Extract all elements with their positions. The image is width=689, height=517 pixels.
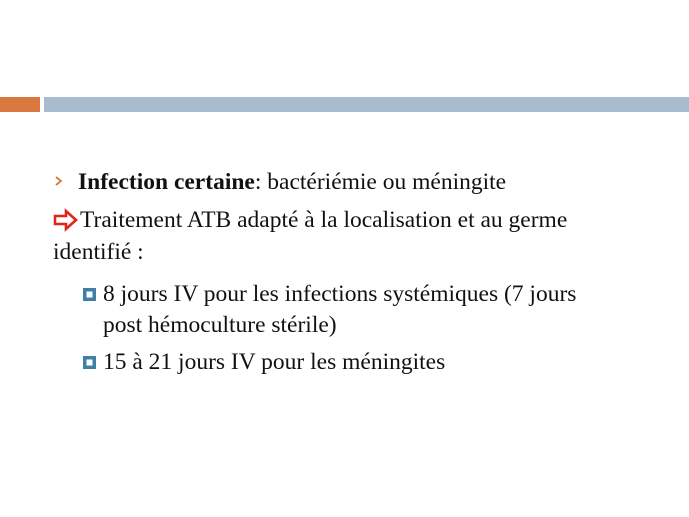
bullet-rest-text: : bactériémie ou méningite <box>254 169 507 195</box>
header-bar-main <box>44 97 689 112</box>
square-bullet-icon <box>82 355 97 370</box>
bullet-bold-term: Infection certaine <box>78 169 255 195</box>
square-bullet-icon <box>82 287 97 302</box>
header-bar-accent <box>0 97 40 112</box>
treatment-line-2: identifié : <box>53 239 144 265</box>
header-bar <box>0 97 689 112</box>
treatment-line-1: Traitement ATB adapté à la localisation et au germe <box>80 207 568 233</box>
sub-item-1-line-1: 8 jours IV pour les infections systémiques (7 jours <box>103 281 577 307</box>
chevron-right-icon <box>52 166 66 194</box>
sub-item-2-line-1: 15 à 21 jours IV pour les méningites <box>103 349 446 375</box>
bullet-infection-certaine <box>78 168 506 196</box>
red-arrow-icon <box>53 206 79 234</box>
sub-item-1-line-2: post hémoculture stérile) <box>103 312 337 338</box>
